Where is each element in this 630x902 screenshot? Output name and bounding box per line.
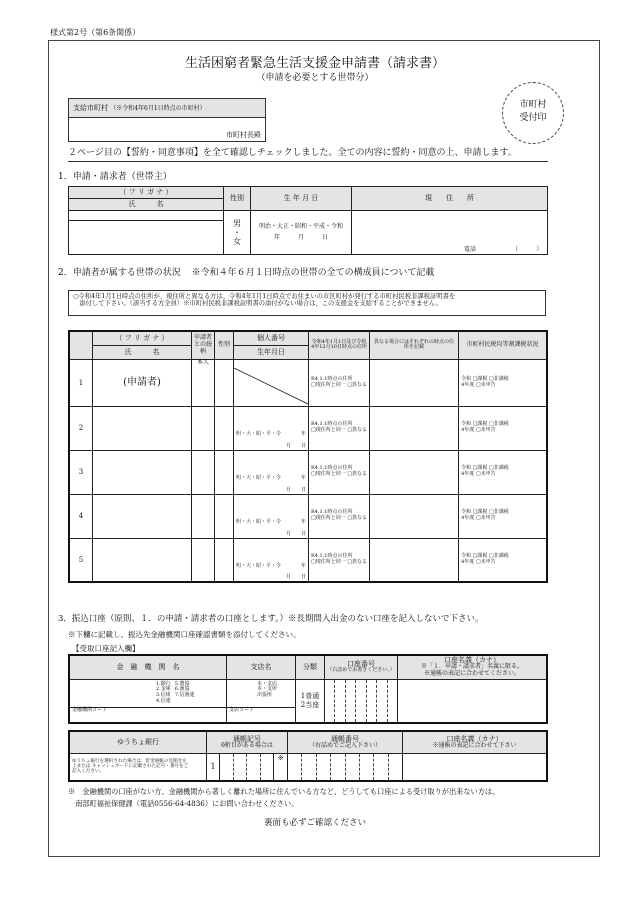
applicant-label: (申請者) (123, 376, 161, 388)
branch-type-2[interactable]: 本・支所 (257, 686, 278, 693)
dob-nen: 年 (300, 431, 306, 438)
diff-addr-cell[interactable] (370, 538, 459, 582)
applicant-table (68, 186, 548, 255)
tax-non[interactable]: □非課税 (489, 421, 509, 428)
addr-options (311, 383, 367, 389)
acct-no-header (325, 655, 398, 679)
bank-table (68, 654, 548, 724)
back-note: 裏面も必ずご確認ください (263, 818, 366, 828)
furigana-cell[interactable] (69, 211, 224, 221)
era-short: 明・大・昭・平・令 (236, 519, 282, 526)
tax-unfiled[interactable]: □未申告 (475, 427, 496, 434)
relation-self: 本人 (196, 358, 209, 366)
tax-year: 4年度 (461, 471, 475, 478)
sex-cell[interactable] (215, 450, 234, 494)
col-addr-top: 令和4年1月1日及び令和4年12月10日時点の住所 (309, 331, 370, 359)
section3-note: （原則、１．の申請・請求者の口座とします。）※長期間入出金のない口座を記入しないで下さい。 (105, 614, 484, 624)
addr-r4: R4.1.1時点の住所 (311, 465, 353, 472)
member-name-cell[interactable] (93, 538, 192, 582)
tax-year: 4年度 (461, 427, 475, 434)
table-row (69, 538, 547, 582)
box-label: 【受取口座記入欄】 (72, 644, 140, 653)
table-row (69, 494, 547, 538)
tax-non[interactable]: □非課税 (489, 553, 509, 560)
dob-ymd: 年 月 日 (273, 233, 328, 241)
addressee-suffix: 市町村長殿 (226, 130, 261, 139)
branch-code[interactable]: 支店コード (227, 707, 295, 714)
row-number: 5 (69, 538, 93, 582)
yucho-fine2: 上または キャッシュカードに記載された記号・番号をご (72, 763, 189, 769)
dob-day: 日 (300, 442, 306, 449)
pledge-underline (68, 161, 548, 162)
yucho-code-boxes (207, 754, 287, 780)
row-number: 3 (69, 450, 93, 494)
addr-diff[interactable]: □異なる (347, 471, 368, 478)
yucho-no-header (288, 731, 403, 753)
tax-era: 令和 (461, 553, 472, 560)
dob-cell[interactable] (234, 494, 309, 538)
tax-cell[interactable] (459, 538, 547, 582)
acct-no-cell[interactable] (325, 679, 398, 723)
row-number: 1 (69, 359, 93, 406)
diff-addr-cell[interactable] (370, 359, 459, 406)
table-row (69, 406, 547, 450)
addr-r4: R4.1.1時点の住所 (311, 553, 353, 560)
sex-cell[interactable] (224, 211, 251, 255)
addr-diff[interactable]: □異なる (347, 515, 368, 522)
addr-cell[interactable] (309, 450, 370, 494)
era-short: 明・大・昭・平・令 (236, 562, 282, 569)
yucho-fine1: ゆうちょ銀行を選択された場合は、貯金通帳の見開き左 (72, 758, 187, 764)
tax-exempt[interactable]: □課税 (472, 375, 488, 382)
page-title: 生活困窮者緊急生活支援金申請書（請求書） (184, 56, 445, 71)
yucho-code-note: 6桁目がある場合は (221, 741, 273, 749)
era-short: 明・大・昭・平・令 (236, 475, 282, 482)
holder-cell[interactable] (398, 679, 548, 723)
addr-cell[interactable] (309, 359, 370, 406)
tax-year: 4年度 (461, 558, 475, 565)
bank-type-4[interactable]: 4.信連 (156, 697, 171, 704)
dob-day: 日 (300, 574, 306, 581)
dob-cell[interactable] (234, 406, 309, 450)
diff-addr-cell[interactable] (370, 494, 459, 538)
tax-cell[interactable] (459, 406, 547, 450)
relation-cell[interactable] (192, 406, 215, 450)
tax-era: 令和 (461, 465, 472, 472)
bank-name-header: 金 融 機 関 名 (69, 655, 227, 679)
yucho-code-header (207, 731, 288, 753)
bank-code[interactable]: 金融機関コード (70, 707, 226, 714)
addr-same[interactable]: □現住所と同一 (311, 515, 346, 522)
bank-type-1[interactable]: 1.銀行 (156, 680, 171, 687)
col-indiv: 個人番号 (234, 331, 309, 345)
row-number: 4 (69, 494, 93, 538)
bank-type-2[interactable]: 2.金庫 (156, 686, 171, 693)
section2-title: 2．申請者が属する世帯の状況 (58, 268, 181, 278)
diff-addr-cell[interactable] (370, 450, 459, 494)
footnote2: 南部町福祉保健課（電話0556-64-4836）にお問い合わせください。 (68, 799, 299, 808)
notice-box (68, 290, 546, 316)
dob-month: 月 (285, 574, 291, 581)
member-name-cell[interactable] (93, 450, 192, 494)
household-table (68, 330, 548, 583)
addressee-box (68, 98, 266, 142)
col-tax: 市町村民税均等割課税状況 (459, 331, 547, 359)
bank-name-cell[interactable] (69, 679, 227, 723)
tax-exempt[interactable]: □課税 (472, 509, 488, 516)
section3-title: 3．振込口座 (58, 614, 106, 624)
phone-label: 電話 (464, 246, 477, 254)
indiv-cell[interactable] (234, 359, 309, 406)
addr-diff[interactable]: □異なる (347, 558, 368, 565)
holder-note1: ※「１．申請・請求者」名義に限る。 (420, 663, 523, 671)
acct-no-boxes (325, 680, 397, 722)
section1-heading: 1．申請・請求者（世帯主） (58, 172, 172, 182)
holder-header (398, 655, 548, 679)
sex-dot: ・ (233, 227, 241, 237)
table-row (69, 450, 547, 494)
yucho-one: 1 (207, 754, 220, 780)
addressee-note: （※令和4年6月1日時点の市町村） (110, 105, 206, 112)
kind-2[interactable]: 2当座 (300, 700, 320, 709)
yucho-no-note: （右詰めでご記入下さい） (308, 741, 381, 749)
addr-cell[interactable] (309, 406, 370, 450)
tax-non[interactable]: □非課税 (489, 465, 509, 472)
col-sex: 性別 (215, 331, 234, 359)
address-cell[interactable] (352, 211, 548, 255)
relation-cell[interactable] (192, 538, 215, 582)
col-no (69, 331, 93, 359)
dob-month: 月 (285, 530, 291, 537)
diff-addr-cell[interactable] (370, 406, 459, 450)
member-name-cell[interactable] (93, 406, 192, 450)
notice-line2: 添付して下さい。（該当する方全員）※市町村民税非課税証明書の添付がない場合は、この支援金を支給することができません。 (73, 300, 442, 308)
kind-1[interactable]: 1普通 (300, 692, 320, 701)
yucho-no-boxes (288, 754, 402, 780)
tax-cell[interactable] (459, 450, 547, 494)
sex-cell[interactable] (215, 359, 234, 406)
yucho-fine-cell (69, 753, 207, 781)
yucho-no-label: 通帳番号 (331, 734, 359, 743)
notice-line1: ○令和4年1月1日時点の住所が、現住所と異なる方は、令和4年1月1日時点でお住まいの市区町村が発行する市町村民税非課税証明書を (73, 293, 456, 300)
sex-header: 性別 (224, 187, 251, 211)
stamp-line2: 受付印 (519, 113, 547, 123)
sex-cell[interactable] (215, 494, 234, 538)
addr-cell[interactable] (309, 538, 370, 582)
yucho-code-cell[interactable] (207, 753, 288, 781)
bank-type-7[interactable]: 7.信漁連 (174, 692, 195, 698)
branch-type-1[interactable]: 本・支店 (257, 680, 278, 687)
dob-nen: 年 (300, 475, 306, 482)
tax-non[interactable]: □非課税 (489, 375, 509, 382)
branch-types (257, 682, 295, 699)
yucho-header: ゆうちょ銀行 (69, 731, 207, 753)
sex-cell[interactable] (215, 406, 234, 450)
col-diff: 異なる場合にはそれぞれの時点の住所を記載 (370, 331, 459, 359)
era-short: 明・大・昭・平・令 (236, 431, 282, 438)
col-dob: 生年月日 (234, 345, 309, 359)
tax-unfiled[interactable]: □未申告 (475, 381, 496, 388)
phone-paren: （ ） (512, 246, 543, 254)
tax-unfiled[interactable]: □未申告 (475, 471, 496, 478)
dob-header: 生 年 月 日 (251, 187, 352, 211)
reception-stamp (502, 82, 564, 144)
branch-cell[interactable] (227, 679, 296, 723)
bank-type-3[interactable]: 3.信組 (156, 692, 171, 698)
address-header: 現 住 所 (352, 187, 548, 211)
tax-cell[interactable] (459, 359, 547, 406)
applicant-name-cell[interactable] (93, 359, 192, 406)
acct-no-label: 口座番号 (347, 660, 375, 669)
yucho-fine3: 記入ください。 (72, 769, 105, 775)
member-name-cell[interactable] (93, 494, 192, 538)
name-cell[interactable] (69, 221, 224, 255)
dob-cell[interactable] (251, 211, 352, 255)
tax-non[interactable]: □非課税 (489, 509, 509, 516)
addr-r4: R4.1.1時点の住所 (311, 509, 353, 516)
tax-year: 4年度 (461, 515, 475, 522)
sex-cell[interactable] (215, 538, 234, 582)
stamp-line1: 市町村 (519, 100, 547, 110)
tax-cell[interactable] (459, 494, 547, 538)
furigana-header: （ フ リ ガ ナ ） (69, 187, 224, 199)
tax-exempt[interactable]: □課税 (472, 465, 488, 472)
yucho-mark: ※ (277, 753, 284, 762)
tax-era: 令和 (461, 375, 472, 382)
branch-header: 支店名 (227, 655, 296, 679)
relation-cell[interactable] (192, 450, 215, 494)
col-name: 氏 名 (93, 345, 192, 359)
dob-month: 月 (285, 486, 291, 493)
holder-label: 口座名義（カナ） (444, 656, 500, 665)
addr-r4: R4.1.1時点の住所 (311, 375, 353, 382)
yucho-holder-cell[interactable] (403, 753, 548, 781)
addr-r4: R4.1.1時点の住所 (311, 421, 353, 428)
addr-diff[interactable]: □異なる (347, 427, 368, 434)
tax-exempt[interactable]: □課税 (472, 553, 488, 560)
section3-heading (58, 614, 484, 624)
addressee-label-row (69, 99, 265, 118)
tax-exempt[interactable]: □課税 (472, 421, 488, 428)
yucho-holder-header (403, 731, 548, 753)
section3-note2: ※下欄に記載し、振込先金融機関口座確認書類を添付してください。 (68, 630, 301, 639)
page-subtitle: （申請を必要とする世帯分） (256, 73, 374, 83)
indiv-diagonal (234, 360, 308, 404)
dob-cell[interactable] (234, 450, 309, 494)
footnote1: ※ 金融機関の口座がない方、金融機関から著しく離れた場所に住んでいる方など、どうしても口座による受け取りが出来ない方は、 (68, 787, 500, 796)
acct-no-note: （右詰めでお書きください。） (327, 667, 395, 674)
yucho-table (68, 730, 548, 782)
relation-cell (192, 359, 215, 406)
bank-type-6[interactable]: 6.漁協 (174, 686, 190, 693)
dob-nen: 年 (300, 519, 306, 526)
yucho-holder-note: ※通帳の表記に合わせて下さい (432, 741, 517, 749)
name-header: 氏 名 (69, 199, 224, 211)
form-number: 様式第2号（第6条関係） (50, 28, 141, 37)
col-relation: 申請者との続柄 (192, 331, 215, 359)
yucho-holder-label: 口座名義（カナ） (446, 734, 503, 743)
dob-month: 月 (285, 442, 291, 449)
tax-unfiled[interactable]: □未申告 (475, 515, 496, 522)
yucho-code-label: 通帳記号 (233, 734, 261, 743)
pledge-text: ２ページ目の【誓約・同意事項】を全て確認しチェックしました。全ての内容に誓約・同意の上、申請します。 (68, 148, 517, 158)
section2-heading (58, 268, 434, 279)
kind-header: 分類 (296, 655, 325, 679)
addressee-label: 支給市町村 (73, 104, 108, 112)
dob-day: 日 (300, 486, 306, 493)
addr-same[interactable]: □現住所と同一 (311, 471, 346, 478)
kind-cell[interactable] (296, 679, 325, 723)
bank-type-5[interactable]: 5.農協 (174, 680, 190, 687)
bank-types (156, 682, 226, 705)
yucho-no-cell[interactable] (288, 753, 403, 781)
col-furigana: （ フ リ ガ ナ ） (93, 331, 192, 345)
addr-cell[interactable] (309, 494, 370, 538)
addr-same[interactable]: □現住所と同一 (311, 558, 346, 565)
tax-year: 4年度 (461, 381, 475, 388)
tax-era: 令和 (461, 509, 472, 516)
addr-diff[interactable]: □異なる (347, 381, 368, 388)
addr-same[interactable]: □現住所と同一 (311, 381, 346, 388)
dob-nen: 年 (300, 562, 306, 569)
tax-unfiled[interactable]: □未申告 (475, 558, 496, 565)
table-row (69, 359, 547, 406)
relation-cell[interactable] (192, 494, 215, 538)
addr-same[interactable]: □現住所と同一 (311, 427, 346, 434)
sex-female: 女 (233, 237, 241, 247)
era-options: 明治・大正・昭和・平成・令和 (258, 222, 343, 230)
section2-note: ※令和４年６月１日時点の世帯の全ての構成員について記載 (191, 268, 435, 278)
sex-male: 男 (233, 218, 241, 228)
row-number: 2 (69, 406, 93, 450)
dob-day: 日 (300, 530, 306, 537)
holder-note2: ※通帳の表記に合わせてください。 (423, 670, 520, 678)
dob-cell[interactable] (234, 538, 309, 582)
tax-era: 令和 (461, 421, 472, 428)
branch-type-3[interactable]: 出張所 (257, 692, 273, 698)
